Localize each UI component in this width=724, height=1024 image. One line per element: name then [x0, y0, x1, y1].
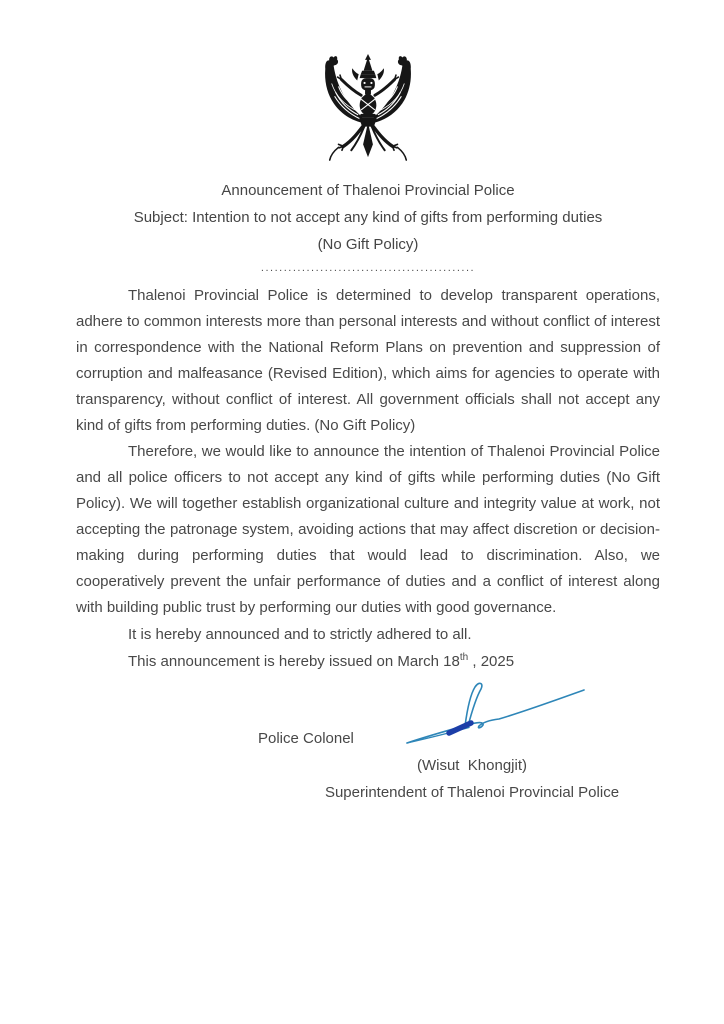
- header-block: [76, 177, 660, 278]
- paragraph-2: Therefore, we would like to announce the intention of Thalenoi Provincial Police and all police officers to not accept any kind of gifts while performing duties (No Gift Policy). We will together establish organizational culture and integrity value at work, not accepting the patronage system, avoiding actions that may affect discretion or decision-making during performing duties that would lead to discrimination. Also, we cooperatively prevent the unfair performance of duties and a conflict of interest along with building public trust by performing our duties with good governance.: [76, 443, 660, 616]
- signer-rank: Police Colonel: [258, 730, 354, 747]
- signature-block: [76, 677, 660, 822]
- signer-position: Superintendent of Thalenoi Provincial Police: [324, 784, 620, 801]
- handwritten-signature: [401, 679, 591, 754]
- closing-line: It is hereby announced and to strictly adhered to all.: [128, 626, 472, 643]
- issued-line-ordinal: th: [459, 652, 469, 663]
- garuda-emblem-icon: [309, 54, 427, 164]
- issued-line-prefix: This announcement is hereby issued on March 18: [128, 653, 460, 670]
- issued-line-suffix: , 2025: [468, 653, 515, 670]
- paragraph-1: Thalenoi Provincial Police is determined to develop transparent operations, adhere to common interests more than personal interests and without conflict of interest in correspondence with the National Reform Plans on prevention and suppression of corruption and malfeasance (Revised Edition), which aims for agencies to operate with transparency, without conflict of interest. All government officials shall not accept any kind of gifts from performing duties. (No Gift Policy): [76, 287, 660, 434]
- announcement-subject: Subject: Intention to not accept any kind of gifts from performing duties: [133, 209, 603, 226]
- announcement-title: Announcement of Thalenoi Provincial Police: [221, 182, 515, 199]
- announcement-subject-note: (No Gift Policy): [317, 236, 419, 253]
- page-content: [0, 54, 724, 822]
- signer-name: (Wisut Khongjit): [416, 757, 528, 774]
- dotted-separator: ...............................................: [260, 262, 476, 274]
- issued-line: [76, 648, 660, 675]
